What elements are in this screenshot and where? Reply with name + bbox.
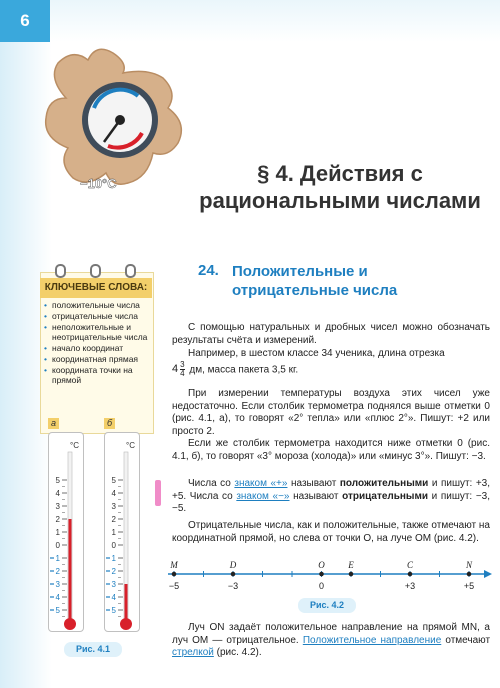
fraction-numerator: 3 [180, 359, 185, 369]
point-marker [467, 572, 472, 577]
scale-label: 5 [55, 606, 60, 615]
scale-label: 4 [55, 489, 60, 498]
subsection-title: Положительные и отрицательные числа [232, 263, 398, 299]
scale-label: 5 [111, 476, 116, 485]
thermometers [44, 432, 144, 637]
tick-label: +3 [404, 581, 416, 591]
paragraph-2 [172, 348, 490, 378]
keyword-item: • координатная прямая [44, 354, 152, 364]
binder-ring-icon [90, 264, 101, 278]
binder-ring-icon [125, 264, 136, 278]
axis-arrow-icon [484, 570, 492, 578]
plus-sign-link[interactable]: знаком «+» [234, 478, 288, 489]
scale-label: 2 [55, 567, 60, 576]
scale-label: 1 [111, 528, 116, 537]
thermometer-caption: Рис. 4.1 [64, 642, 122, 657]
point-marker [172, 572, 177, 577]
scale-label: 3 [111, 580, 116, 589]
p7-c: (рис. 4.2). [216, 647, 262, 658]
scale-label: 3 [55, 502, 60, 511]
p7-b: отмечают [445, 634, 491, 646]
p5-b: называют [290, 478, 337, 489]
scale-label: 5 [111, 606, 116, 615]
fraction-denominator: 4 [180, 368, 185, 378]
thermometer-unit: °C [126, 441, 135, 450]
thermometer-mercury [69, 519, 72, 622]
p7-a: Луч ON задаёт положительное направление на прямой MN, а луч OM — отрицательное. [172, 622, 490, 646]
term-negative: отрицательными [342, 490, 429, 502]
scale-label: 1 [111, 554, 116, 563]
thermometer-mercury [125, 584, 128, 622]
scale-label: 2 [111, 567, 116, 576]
keyword-item: • отрицательные числа [44, 311, 152, 321]
keywords-list [44, 300, 152, 386]
paragraph-3: При измерении температуры воздуха этих чисел уже недостаточно. Если столбик термометра поднялся выше отметки 0 (рис. 4.1, а), то говорят «2° тепла» или «плюс 2°». Пишут: +2 или просто 2. [172, 388, 490, 437]
positive-direction-link[interactable]: Положительное направление [302, 634, 442, 646]
subsection-number: 24. [198, 262, 219, 279]
point-letter: D [229, 560, 237, 570]
paragraph-5 [172, 478, 490, 516]
scale-label: 3 [111, 502, 116, 511]
keyword-item: • положительные числа [44, 300, 152, 310]
point-marker [349, 572, 354, 577]
tick-label: +5 [463, 581, 475, 591]
mixed-fraction [172, 361, 187, 378]
point-letter: N [465, 560, 473, 570]
keywords-header: КЛЮЧЕВЫЕ СЛОВА: [40, 278, 152, 298]
keyword-item: • начало координат [44, 343, 152, 353]
top-strip [0, 0, 500, 42]
scale-label: 1 [55, 528, 60, 537]
thermometer-bulb [64, 618, 76, 630]
scale-label: 4 [111, 489, 116, 498]
point-letter: E [348, 560, 354, 570]
keyword-item: • координата точки на прямой [44, 365, 152, 385]
paragraph-7 [172, 622, 490, 660]
paragraph-4: Если же столбик термометра находится ниже отметки 0 (рис. 4.1, б), то говорят «3° мороза (холода)» или «минус 3°». Пишут: −3. [172, 438, 490, 462]
highlight-marker [155, 480, 161, 506]
scale-label: 2 [55, 515, 60, 524]
puzzle-illustration [28, 38, 198, 198]
keyword-item: • неположительные и неотрицательные числа [44, 322, 152, 342]
section-heading: § 4. Действия с рациональными числами [199, 161, 481, 213]
point-marker [408, 572, 413, 577]
puzzle-temp-label: −10°C [80, 176, 117, 191]
scale-label: 1 [55, 554, 60, 563]
point-marker [319, 572, 324, 577]
scale-label: 0 [111, 541, 116, 550]
scale-label: 5 [55, 476, 60, 485]
binder-ring-icon [55, 264, 66, 278]
paragraph-1: С помощью натуральных и дробных чисел можно обозначать результаты счёта и измерений. [172, 322, 490, 346]
coordinate-line [160, 556, 495, 596]
tick-label: −3 [227, 581, 239, 591]
point-letter: C [406, 560, 414, 570]
minus-sign-link[interactable]: знаком «−» [236, 490, 290, 502]
numberline-caption: Рис. 4.2 [298, 598, 356, 613]
scale-label: 2 [111, 515, 116, 524]
scale-label: 4 [111, 593, 116, 602]
p5-d: называют [293, 490, 339, 502]
point-marker [231, 572, 236, 577]
term-positive: положительными [339, 478, 429, 489]
scale-label: 3 [55, 580, 60, 589]
scale-label: 4 [55, 593, 60, 602]
p5-c: и пишут: +3, +5. Числа со [172, 478, 491, 502]
thermometer-b-label: б [104, 418, 115, 429]
scale-label: 0 [55, 541, 60, 550]
thermometer-bulb [120, 618, 132, 630]
arrow-link[interactable]: стрелкой [172, 647, 214, 658]
tick-label: −5 [168, 581, 180, 591]
paragraph-2-start: Например, в шестом классе 34 ученика, длина отрезка [188, 348, 445, 359]
tick-label: 0 [318, 581, 325, 591]
thermometer-a-label: а [48, 418, 59, 429]
thermometer-unit: °C [70, 441, 79, 450]
page-number: 6 [0, 0, 50, 42]
p5-e: и пишут: −3, −5. [172, 490, 490, 514]
fraction-whole: 4 [172, 362, 179, 375]
point-letter: M [170, 560, 178, 570]
paragraph-2-end: дм, масса пакета 3,5 кг. [189, 363, 299, 375]
fraction [180, 361, 184, 378]
point-letter: O [318, 560, 325, 570]
p5-a: Числа со [188, 478, 231, 489]
paragraph-6: Отрицательные числа, как и положительные, также отмечают на координатной прямой, но слева от точки O, на луче OM (рис. 4.2). [172, 520, 490, 544]
